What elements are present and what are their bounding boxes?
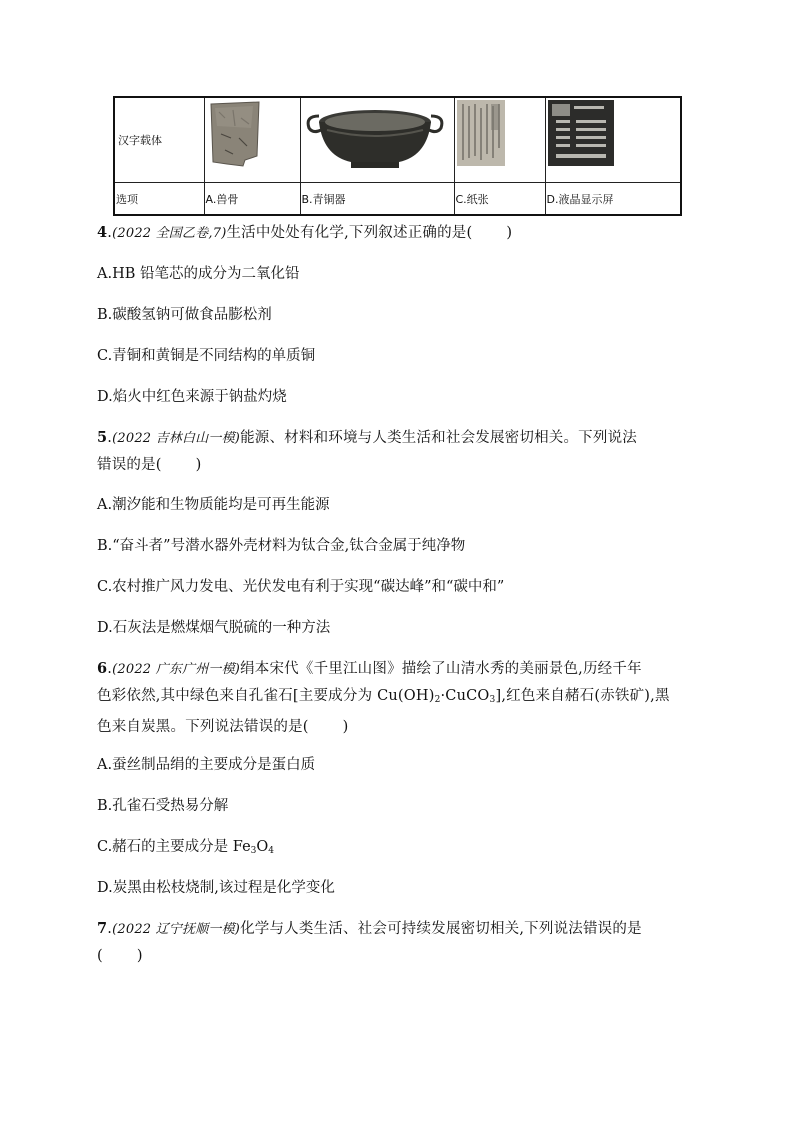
lcd-image-cell — [545, 97, 681, 183]
question-text-line2: 色彩依然,其中绿色来自孔雀石[主要成分为 Cu(OH) — [97, 688, 435, 704]
oracle-bone-image — [205, 98, 299, 182]
answer-paren-close: ) — [506, 225, 513, 241]
subscript: 4 — [268, 846, 275, 856]
question-text: 能源、材料和环境与人类生活和社会发展密切相关。下列说法 — [240, 430, 637, 446]
table-row — [114, 97, 681, 183]
question-4-option-a: A.HB 铅笔芯的成分为二氧化铅 — [97, 266, 300, 282]
table-row — [114, 183, 681, 216]
answer-paren-close: ) — [195, 457, 202, 473]
question-number: 6 — [97, 660, 108, 677]
question-6-option-b: B.孔雀石受热易分解 — [97, 798, 229, 814]
question-5-option-d: D.石灰法是燃煤烟气脱硫的一种方法 — [97, 620, 331, 636]
question-5-option-a: A.潮汐能和生物质能均是可再生能源 — [97, 497, 330, 513]
paper-manuscript-image — [455, 98, 544, 182]
question-text-line3: 色来自炭黑。下列说法错误的是( — [97, 719, 309, 735]
question-5-stem: 5.(2022 吉林白山一模)能源、材料和环境与人类生活和社会发展密切相关。下列说法 错误的是( ) — [97, 429, 637, 473]
option-a-cell: A.兽骨 — [204, 183, 300, 216]
question-source: (2022 吉林白山一模) — [112, 431, 241, 446]
subscript: 3 — [250, 846, 257, 856]
option-b-cell: B.青铜器 — [300, 183, 454, 216]
question-text: 生活中处处有化学,下列叙述正确的是( — [226, 225, 473, 241]
question-5-option-c: C.农村推广风力发电、光伏发电有利于实现“碳达峰”和“碳中和” — [97, 579, 505, 595]
row-header-carrier: 汉字载体 — [114, 97, 204, 183]
bronze-image-cell — [300, 97, 454, 183]
question-source: (2022 全国乙卷,7) — [112, 226, 227, 241]
formula-part: ·CuCO — [440, 688, 490, 704]
paper-image-cell — [454, 97, 545, 183]
question-4-option-d: D.焰火中红色来源于钠盐灼烧 — [97, 389, 287, 405]
subscript: 2 — [434, 695, 441, 705]
question-7-stem: 7.(2022 辽宁抚顺一模)化学与人类生活、社会可持续发展密切相关,下列说法错误的是 ( ) — [97, 920, 642, 964]
question-4-option-c: C.青铜和黄铜是不同结构的单质铜 — [97, 348, 316, 364]
answer-paren-close: ) — [342, 719, 349, 735]
question-source: (2022 广东广州一模) — [112, 662, 241, 677]
answer-paren-open: ( — [97, 948, 103, 964]
answer-paren-close: ) — [136, 948, 143, 964]
question-text: 绢本宋代《千里江山图》描绘了山清水秀的美丽景色,历经千年 — [240, 661, 642, 677]
question-text: 化学与人类生活、社会可持续发展密切相关,下列说法错误的是 — [240, 921, 642, 937]
question-6-option-c: C.赭石的主要成分是 $Fe_3O_4$ — [97, 839, 275, 856]
question-4-stem: 4.(2022 全国乙卷,7)生活中处处有化学,下列叙述正确的是( ) — [97, 224, 513, 241]
row-header-option: 选项 — [114, 183, 204, 216]
question-6-stem: 6.(2022 广东广州一模)绢本宋代《千里江山图》描绘了山清水秀的美丽景色,历经千年 色彩依然,其中绿色来自孔雀石[主要成分为 $Cu(OH)_2\cdot CuCO_3$],红色来自赭石(赤铁矿),黑 色来自炭黑。下列说法错误的是( ) — [97, 660, 670, 735]
question-5-option-b: B.“奋斗者”号潜水器外壳材料为钛合金,钛合金属于纯净物 — [97, 538, 466, 554]
question-number: 4 — [97, 224, 108, 241]
option-c-cell: C.纸张 — [454, 183, 545, 216]
question-4-option-b: B.碳酸氢钠可做食品膨松剂 — [97, 307, 272, 323]
carrier-table — [113, 96, 682, 216]
option-d-cell: D.液晶显示屏 — [545, 183, 681, 216]
question-source: (2022 辽宁抚顺一模) — [112, 922, 241, 937]
question-text-line2-end: ],红色来自赭石(赤铁矿),黑 — [495, 688, 670, 704]
bone-image-cell — [204, 97, 300, 183]
question-text-line2: 错误的是( — [97, 457, 162, 473]
subscript: 3 — [489, 695, 496, 705]
bronze-vessel-image — [301, 98, 453, 182]
question-number: 5 — [97, 429, 108, 446]
question-6-option-d: D.炭黑由松枝烧制,该过程是化学变化 — [97, 880, 335, 896]
lcd-screen-image — [546, 98, 680, 182]
question-number: 7 — [97, 920, 108, 937]
question-6-option-a: A.蚕丝制品绢的主要成分是蛋白质 — [97, 757, 316, 773]
